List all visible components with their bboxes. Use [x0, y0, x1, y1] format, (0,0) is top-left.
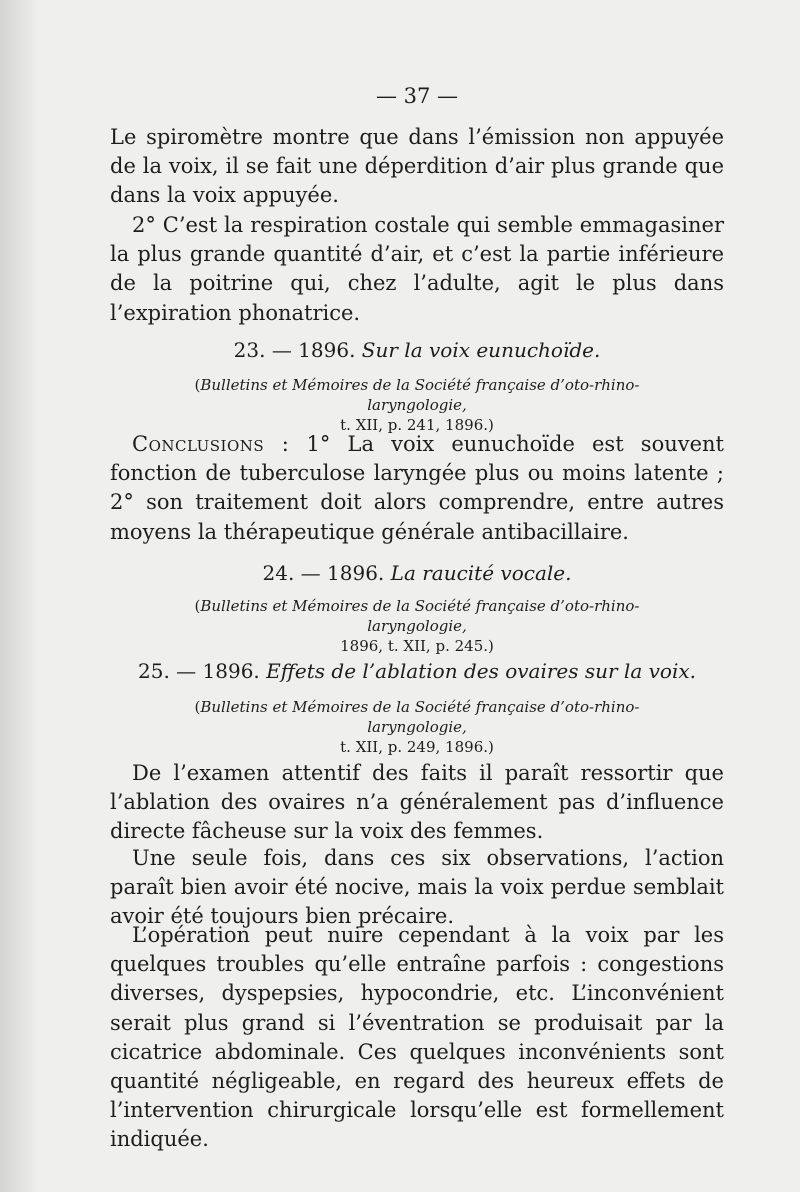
entry-23-conclusions — [110, 430, 724, 547]
paragraph-single-case: Une seule fois, dans ces six observations, l’action paraît bien avoir été nocive, mais la voix perdue semblait avoir été toujours bien précaire. — [110, 846, 724, 929]
entry-23-heading — [110, 338, 724, 362]
entry-23-reference: (Bulletins et Mémoires de la Société française d’oto-rhino-laryngologie, t. XII, p. 241, 1896.) — [194, 376, 640, 434]
entry-24-reference: (Bulletins et Mémoires de la Société française d’oto-rhino-laryngologie, 1896, t. XII, p. 245.) — [194, 597, 640, 655]
paragraph-operation-troubles: L’opération peut nuire cependant à la voix par les quelques troubles qu’elle entraîne parfois : congestions diverses, dyspepsies, hypocondrie, etc. L’inconvénient serait plus grand si l’éventration se produisait par la cicatrice abdominale. Ces quelques inconvénients sont quantité négligeable, en regard des heureux effets de l’intervention chirurgicale lorsqu’elle est formellement indiquée. — [110, 923, 724, 1152]
entry-24-number: 24. — 1896. — [262, 561, 385, 585]
entry-24-title: La raucité vocale. — [390, 561, 572, 585]
page-number: — 37 — — [375, 84, 459, 108]
entry-23-title: Sur la voix eunuchoïde. — [361, 338, 601, 362]
paragraph-ablation-effects: De l’examen attentif des faits il paraît ressortir que l’ablation des ovaires n’a généralement pas d’influence directe fâcheuse sur la voix des femmes. — [110, 761, 724, 844]
page-edge-shadow — [0, 0, 40, 1192]
entry-25-heading — [110, 659, 724, 683]
entry-25-reference: (Bulletins et Mémoires de la Société française d’oto-rhino-laryngologie, t. XII, p. 249, 1896.) — [194, 698, 640, 756]
entry-24-heading — [110, 561, 724, 585]
entry-24-source: Bulletins et Mémoires de la Société française d’oto-rhino-laryngologie, — [200, 597, 640, 635]
entry-24-details: 1896, t. XII, p. 245. — [340, 637, 489, 655]
entry-25-number: 25. — 1896. — [138, 659, 260, 683]
paragraph-costal-respiration: 2° C’est la respiration costale qui semble emmagasiner la plus grande quantité d’air, et c’est la partie inférieure de la poitrine qui, chez l’adulte, agit le plus dans l’expiration phonatrice. — [110, 213, 724, 325]
entry-25-source: Bulletins et Mémoires de la Société française d’oto-rhino-laryngologie, — [200, 698, 640, 736]
entry-23-number: 23. — 1896. — [233, 338, 356, 362]
paragraph-spirometer: Le spiromètre montre que dans l’émission non appuyée de la voix, il se fait une déperdition d’air plus grande que dans la voix appuyée. — [110, 125, 724, 208]
conclusions-label: Conclusions : — [132, 432, 290, 456]
conclusions-text: 1° La voix eunuchoïde est souvent fonction de tuberculose laryngée plus ou moins latente ; 2° son traitement doit alors comprendre, entre autres moyens la thérapeutique générale antibacillaire. — [110, 432, 724, 544]
entry-23-source: Bulletins et Mémoires de la Société française d’oto-rhino-laryngologie, — [200, 376, 640, 414]
entry-25-title: Effets de l’ablation des ovaires sur la voix. — [266, 659, 696, 683]
entry-23-details: t. XII, p. 241, 1896. — [340, 416, 489, 434]
entry-25-details: t. XII, p. 249, 1896. — [340, 738, 489, 756]
